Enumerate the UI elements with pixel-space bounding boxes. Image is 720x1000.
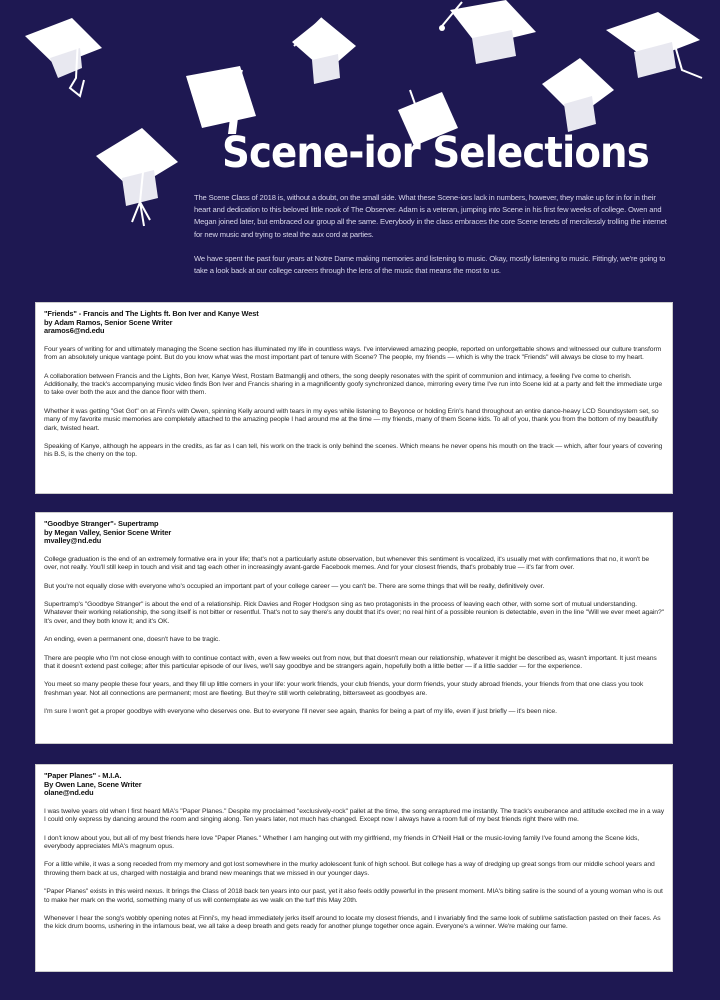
article-email: aramos6@nd.edu: [44, 326, 105, 336]
article-paragraph: College graduation is the end of an extremely formative era in your life; that's not a particularly astute observation, but whenever this sentiment is vocalized, it's usually met with confirmations that no, it won't be over, not really. You'll still keep in touch and visit and tag each other in increasingly avant-garde Facebook memes. And for your closest friends, that's probably true — it's far from over.: [44, 555, 650, 572]
article-paragraph: Speaking of Kanye, although he appears in the credits, as far as I can tell, his work on the track is only behind the scenes. Which means he never opens his mouth on the track — which, after four years of covering his B.S, is the cherry on the top.: [44, 443, 663, 459]
article-friends: [35, 302, 673, 494]
article-paper-planes: [35, 764, 673, 972]
article-byline: By Owen Lane, Scene Writer: [44, 779, 142, 789]
graduation-cap-icon: [20, 8, 110, 98]
article-paragraph: "Paper Planes" exists in this weird nexus. It brings the Class of 2018 back ten years into our past, yet it also feels oddly powerful in the present moment. MIA's biting satire is the sound of a young woman who is out to make her mark on the world, something many of us will contemplate as we walk on the turf this May 20th.: [44, 888, 663, 904]
graduation-cap-icon: [432, 0, 542, 70]
article-paragraph: I was twelve years old when I first heard MIA's "Paper Planes." Despite my proclaimed "exclusively-rock" pallet at the time, the song enraptured me instantly. The track's exuberance and attitude excited me in a way I could only express by dancing around the room and singing along. Ten years later, not much has changed. Except now I always have a room full of my best friends right there with me.: [44, 807, 664, 824]
article-paragraph: You meet so many people these four years, and they fill up little corners in your life: your work friends, your club friends, your dorm friends, your study abroad friends, your friends from that one class you took freshman year. Not all connections are permanent; most are fleeting. But they're still worth celebrating, bittersweet as goodbyes are.: [44, 681, 644, 697]
article-paragraph: But you're not equally close with everyone who's occupied an important part of your college career — you can't be. There are some things that will be really, definitively over.: [44, 582, 545, 590]
article-header: [44, 310, 664, 336]
article-paragraph: For a little while, it was a song receded from my memory and got lost somewhere in the murky adolescent funk of high school. But college has a way of dredging up great songs from our middle school years and throwing them back at us, charged with nostalgia and brand new meanings that we missed in our younger days.: [44, 861, 655, 877]
article-paragraph: I'm sure I won't get a proper goodbye with everyone who deserves one. But to everyone I'll never see again, thanks for being a part of my life, even if just briefly — it's been nice.: [44, 708, 557, 716]
article-email: mvalley@nd.edu: [44, 536, 102, 546]
article-paragraph: I don't know about you, but all of my best friends here love "Paper Planes." Whether I am hanging out with my girlfriend, my friends in O'Neill Hall or the music-loving family I've found among the Scene kids, everybody appreciates MIA's magnum opus.: [44, 834, 640, 850]
intro-text: [194, 192, 674, 289]
graduation-cap-icon: [282, 12, 362, 92]
article-email: olane@nd.edu: [44, 788, 94, 798]
article-goodbye-stranger: [35, 512, 673, 744]
article-paragraph: There are people who I'm not close enough with to continue contact with, even a few weeks out from now, but that doesn't mean our relationship, whatever it might be described as, wasn't important. It just means that it doesn't extend past college; after this particular episode of our lives, we'll say goodbye and be strangers again, hopefully both a little better — if a little sadder — for the experience.: [44, 654, 657, 671]
intro-paragraph: We have spent the past four years at Notre Dame making memories and listening to music. Okay, mostly listening to music. Fittingly, we're going to take a look back at our college careers through the lens of the music that means the most to us.: [194, 253, 666, 276]
article-song-title: "Goodbye Stranger"- Supertramp: [44, 519, 159, 528]
article-paragraph: An ending, even a permanent one, doesn't have to be tragic.: [44, 636, 221, 644]
page-title: Scene-ior Selections: [222, 128, 649, 178]
intro-paragraph: The Scene Class of 2018 is, without a doubt, on the small side. What these Scene-iors lack in numbers, however, they make up for in for in their heart and dedication to this beloved little nook of The Observer. Adam is a veteran, jumping into Scene in his first few weeks of college. Owen and Megan joined later, but embraced our group all the same. Everybody in the class embraces the core Scene tenets of mercilessly trolling the internet for new music and trying to steal the aux cord at parties.: [194, 193, 667, 239]
article-paragraph: Whenever I hear the song's wobbly opening notes at Finni's, my head immediately jerks itself around to locate my closest friends, and I invariably find the same look of sublime satisfaction pasted on their faces. As the kick drum booms, ushering in the infamous beat, we all take a deep breath and gets ready for another plunge together once again. Everyone's a winner. We're making our fame.: [44, 915, 661, 931]
article-paragraph: Whether it was getting "Get Got" on at Finni's with Owen, spinning Kelly around with tears in my eyes while listening to Beyonce or holding Erin's hand throughout an entire dance-heavy LCD Soundsystem set, so many of my favorite music memories are completely attached to the amazing people I had around me at the time — my friends, many of them Scene kids. To all of you, thank you from the bottom of my beautifully dark, twisted heart.: [44, 407, 659, 432]
article-header: [44, 520, 664, 546]
article-song-title: "Paper Planes" - M.I.A.: [44, 771, 122, 780]
article-byline: by Megan Valley, Senior Scene Writer: [44, 527, 172, 537]
article-paragraph: A collaboration between Francis and the Lights, Bon Iver, Kanye West, Rostam Batmanglij and others, the song deeply resonates with the spirit of communion and intimacy, a feeling I've come to cherish. Additionally, the track's accompanying music video finds Bon Iver and Francis sharing in a magnificently goofy synchronized dance, mirroring every time I've run into Scene kid at a party and felt the immediate urge to take over both the aux and the dance floor with them.: [44, 372, 663, 397]
article-byline: by Adam Ramos, Senior Scene Writer: [44, 317, 173, 327]
graduation-cap-icon: [600, 8, 710, 88]
article-song-title: "Friends" - Francis and The Lights ft. Bon Iver and Kanye West: [44, 309, 259, 318]
graduation-cap-icon: [92, 122, 182, 232]
article-header: [44, 772, 664, 798]
article-paragraph: Four years of writing for and ultimately managing the Scene section has illuminated my life in countless ways. I've interviewed amazing people, reported on unforgettable shows and witnessed our culture transform from an absolutely unique vantage point. But do you know what was the most important part of tenure with Scene? The people, my friends — which is why the track "Friends" will always be close to my heart.: [44, 345, 662, 362]
article-paragraph: Supertramp's "Goodbye Stranger" is about the end of a relationship. Rick Davies and Roger Hodgson sing as two protagonists in the process of leaving each other, with some sort of mutual understanding. Whatever their working relationship, the song itself is not bitter or resentful. That's not to say there's any doubt that it's over; no real hint of a possible reunion is detectable, even in the line "Will we ever meet again?" It's over, and they both know it; and it's OK.: [44, 601, 664, 625]
